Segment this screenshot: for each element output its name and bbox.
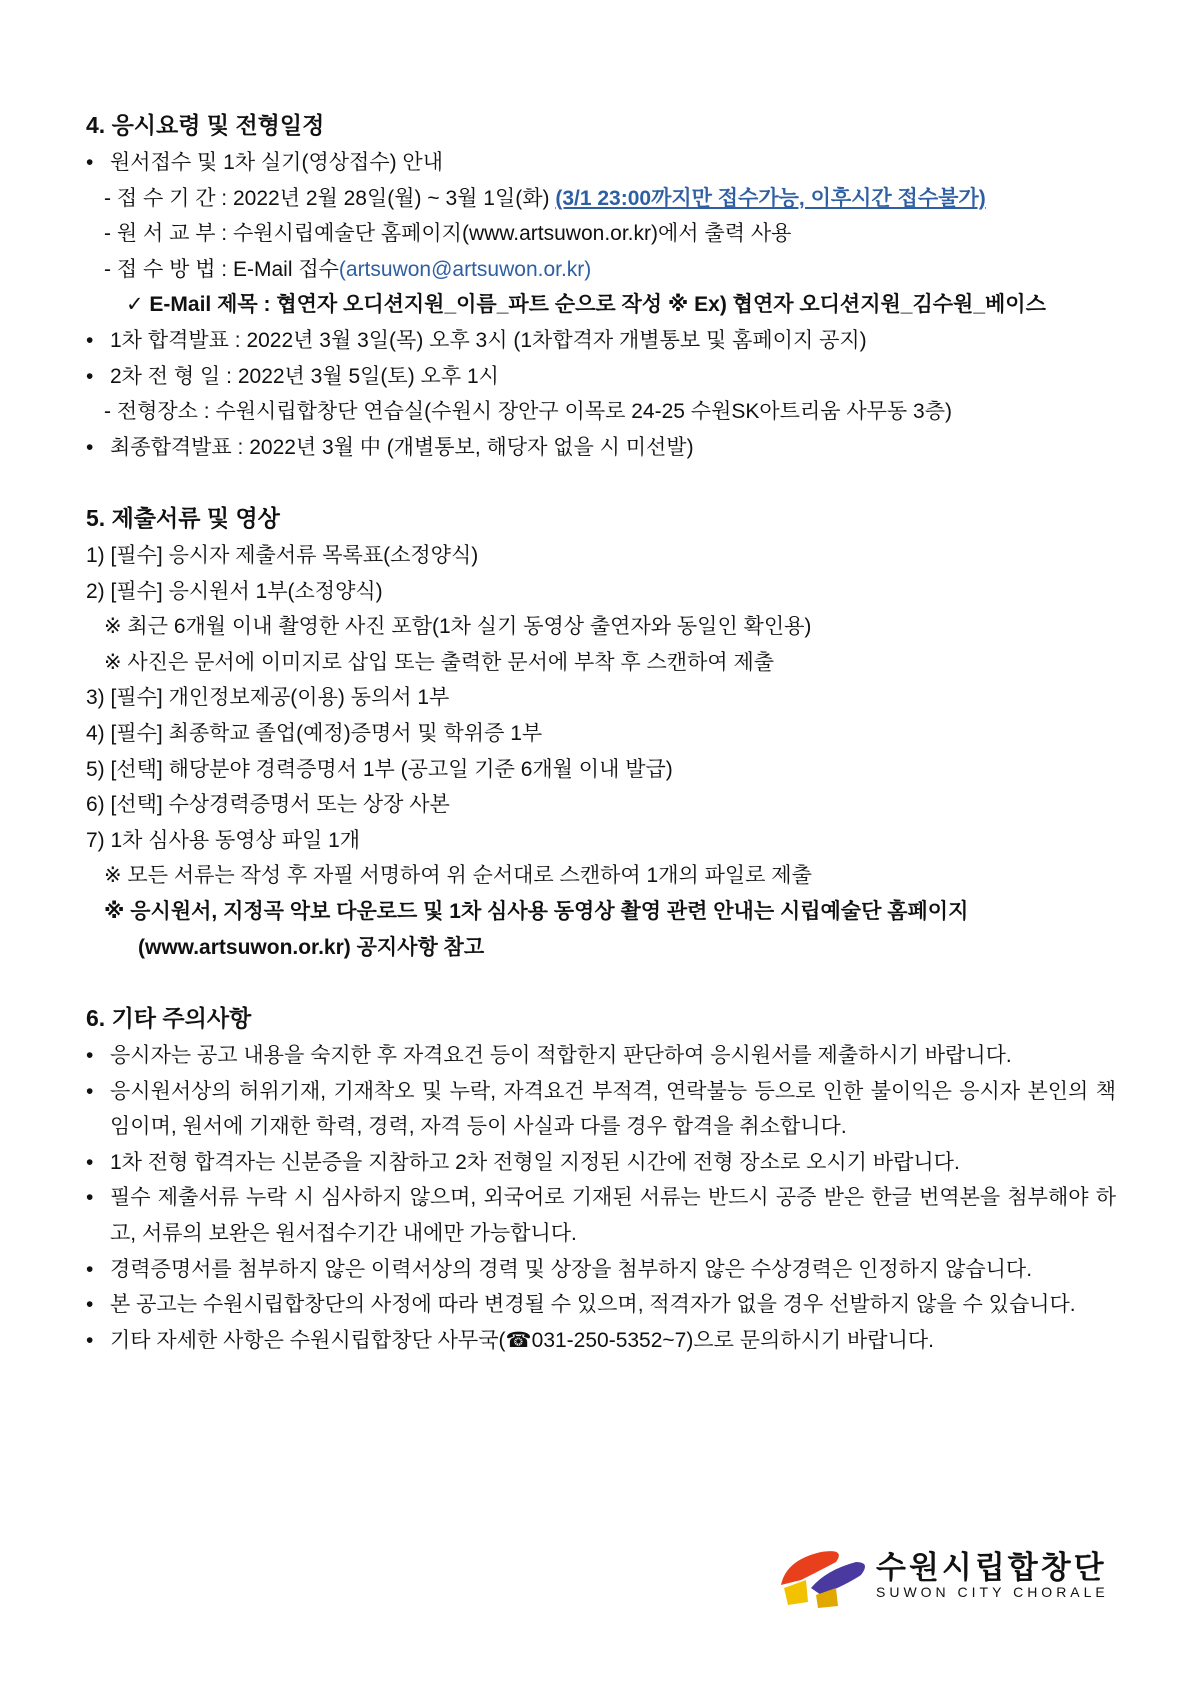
list-item: - 전형장소 : 수원시립합창단 연습실(수원시 장안구 이목로 24-25 수원SK아트리움 사무동 3층) — [104, 400, 952, 424]
list-item: ※ 최근 6개월 이내 촬영한 사진 포함(1차 실기 동영상 출연자와 동일인 확인용) — [104, 615, 812, 639]
section-6-title: 6. 기타 주의사항 — [86, 1005, 252, 1031]
email-link[interactable]: (artsuwon@artsuwon.or.kr) — [338, 257, 592, 281]
list-item: 6) [선택] 수상경력증명서 또는 상장 사본 — [86, 793, 450, 817]
logo-english-text: SUWON CITY CHORALE — [876, 1584, 1109, 1600]
list-item: 7) 1차 심사용 동영상 파일 1개 — [86, 828, 361, 852]
section-4 — [86, 105, 1116, 465]
list-item: • 2차 전 형 일 : 2022년 3월 5일(토) 오후 1시 — [86, 359, 1116, 395]
list-item: 3) [필수] 개인정보제공(이용) 동의서 1부 — [86, 686, 450, 710]
list-item — [86, 181, 1116, 217]
logo-emblem-icon — [776, 1540, 871, 1610]
period-text: - 접 수 기 간 : 2022년 2월 28일(월) ~ 3월 1일(화) — [104, 186, 556, 210]
list-item: • 기타 자세한 사항은 수원시립합창단 사무국(☎031-250-5352~7)으로 문의하시기 바랍니다. — [86, 1323, 1116, 1359]
deadline-note: (3/1 23:00까지만 접수가능, 이후시간 접수불가) — [555, 186, 986, 210]
list-item: • 필수 제출서류 누락 시 심사하지 않으며, 외국어로 기재된 서류는 반드시 공증 받은 한글 번역본을 첨부해야 하고, 서류의 보완은 원서접수기간 내에만 가능합니다. — [86, 1180, 1116, 1251]
list-item: 2) [필수] 응시원서 1부(소정양식) — [86, 579, 383, 603]
list-item: ✓ E-Mail 제목 : 협연자 오디션지원_이름_파트 순으로 작성 ※ Ex) 협연자 오디션지원_김수원_베이스 — [126, 293, 1046, 317]
section-4-title: 4. 응시요령 및 전형일정 — [86, 112, 325, 138]
list-item: ※ 모든 서류는 작성 후 자필 서명하여 위 순서대로 스캔하여 1개의 파일로 제출 — [104, 864, 812, 888]
list-item: 4) [필수] 최종학교 졸업(예정)증명서 및 학위증 1부 — [86, 721, 543, 745]
list-item: • 최종합격발표 : 2022년 3월 中 (개별통보, 해당자 없을 시 미선발) — [86, 430, 1116, 466]
section-6 — [86, 998, 1116, 1358]
logo-korean-text: 수원시립합창단 — [876, 1550, 1107, 1585]
method-text: - 접 수 방 법 : E-Mail 접수 — [104, 257, 339, 281]
list-item: • 1차 합격발표 : 2022년 3월 3일(목) 오후 3시 (1차합격자 개별통보 및 홈페이지 공지) — [86, 323, 1116, 359]
suwon-city-chorale-logo — [776, 1540, 1116, 1610]
list-item: • 1차 전형 합격자는 신분증을 지참하고 2차 전형일 지정된 시간에 전형 장소로 오시기 바랍니다. — [86, 1145, 1116, 1181]
list-item — [86, 252, 1116, 288]
list-item: • 응시원서상의 허위기재, 기재착오 및 누락, 자격요건 부적격, 연락불능 등으로 인한 불이익은 응시자 본인의 책임이며, 원서에 기재한 학력, 경력, 자격 등이 사실과 다를 경우 합격을 취소합니다. — [86, 1074, 1116, 1145]
list-item: • 경력증명서를 첨부하지 않은 이력서상의 경력 및 상장을 첨부하지 않은 수상경력은 인정하지 않습니다. — [86, 1252, 1116, 1288]
list-item: 5) [선택] 해당분야 경력증명서 1부 (공고일 기준 6개월 이내 발급) — [86, 757, 673, 781]
list-item: • 본 공고는 수원시립합창단의 사정에 따라 변경될 수 있으며, 적격자가 없을 경우 선발하지 않을 수 있습니다. — [86, 1287, 1116, 1323]
list-item: • 원서접수 및 1차 실기(영상접수) 안내 — [86, 145, 1116, 181]
list-item: • 응시자는 공고 내용을 숙지한 후 자격요건 등이 적합한지 판단하여 응시원서를 제출하시기 바랍니다. — [86, 1038, 1116, 1074]
section-5-title: 5. 제출서류 및 영상 — [86, 505, 280, 531]
list-item: ※ 응시원서, 지정곡 악보 다운로드 및 1차 심사용 동영상 촬영 관련 안내는 시립예술단 홈페이지 (www.artsuwon.or.kr) 공지사항 참고 — [104, 899, 969, 959]
list-item: ※ 사진은 문서에 이미지로 삽입 또는 출력한 문서에 부착 후 스캔하여 제출 — [104, 650, 775, 674]
list-item: - 원 서 교 부 : 수원시립예술단 홈페이지(www.artsuwon.or.kr)에서 출력 사용 — [104, 222, 792, 246]
section-5 — [86, 498, 1116, 965]
list-item: 1) [필수] 응시자 제출서류 목록표(소정양식) — [86, 544, 479, 567]
